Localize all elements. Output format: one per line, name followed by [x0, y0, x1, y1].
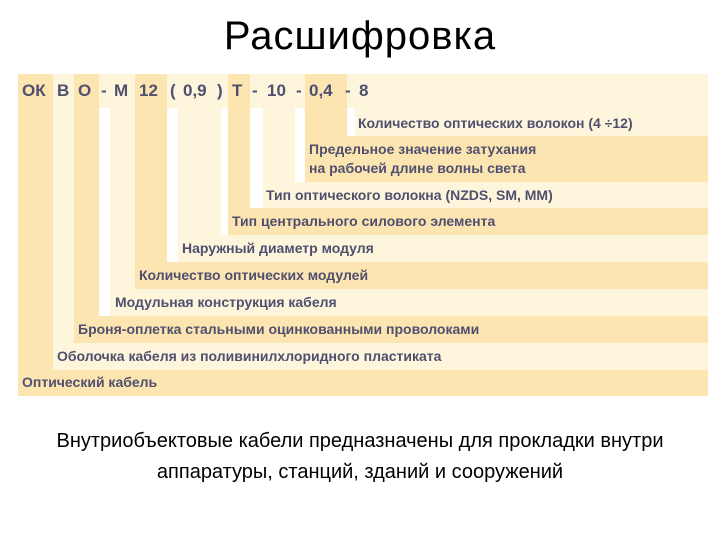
caption-text: Внутриобъектовые кабели предназначены для прокладки внутри аппаратуры, станций, зданий и сооружений	[56, 430, 664, 483]
code-04: 0,4	[309, 81, 333, 100]
desc-optical-cable: Оптический кабель	[22, 374, 158, 390]
code-10: 10	[267, 81, 286, 100]
column-strip-v	[53, 74, 74, 343]
desc-modular-construction: Модульная конструкция кабеля	[115, 294, 337, 310]
code-12: 12	[139, 81, 158, 100]
desc-attenuation-line1: Предельное значение затухания	[309, 141, 537, 157]
desc-fiber-count: Количество оптических волокон (4 ÷12)	[358, 115, 633, 131]
code-dash-4: -	[345, 81, 351, 100]
code-dash-2: -	[252, 81, 258, 100]
desc-fiber-type: Тип оптического волокна (NZDS, SM, MM)	[266, 187, 553, 203]
column-strip-m	[110, 74, 135, 289]
code-t: Т	[232, 81, 243, 100]
code-dash-1: -	[101, 81, 107, 100]
desc-sheath: Оболочка кабеля из поливинилхлоридного пластиката	[57, 348, 442, 364]
code-m: М	[114, 81, 129, 100]
page-title: Расшифровка	[223, 14, 497, 58]
code-dash-3: -	[296, 81, 302, 100]
code-8: 8	[359, 81, 369, 100]
desc-module-diameter: Наружный диаметр модуля	[182, 240, 374, 256]
column-strip-o	[74, 74, 99, 316]
desc-attenuation-line2: на рабочей длине волны света	[309, 160, 526, 176]
column-strip-ok	[18, 74, 53, 370]
code-paren-close: )	[217, 81, 223, 100]
code-ok: ОК	[22, 81, 46, 100]
code-o: О	[78, 81, 92, 100]
desc-armor: Броня-оплетка стальными оцинкованными проволоками	[78, 321, 480, 337]
desc-module-count: Количество оптических модулей	[139, 267, 369, 283]
code-v: В	[57, 81, 70, 100]
code-09: 0,9	[183, 81, 207, 100]
column-strip-12	[135, 74, 167, 262]
desc-strength-member: Тип центрального силового элемента	[232, 213, 496, 229]
code-paren-open: (	[170, 81, 176, 100]
